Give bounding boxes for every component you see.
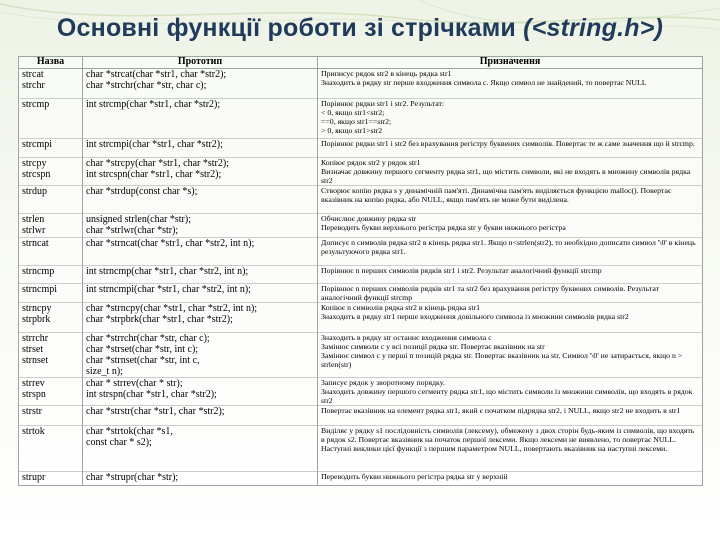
cell-function-name: strcmpi	[19, 139, 83, 158]
cell-description: Знаходить в рядку str останнє входження символа с Замінює символи с у всі позиції рядка str. Повертає вказівник на str Замінює символ с у перші n позицій рядка str. Повертає вказівник на str. Символ '\0' не затирається, якщо n > strlen(str)	[318, 333, 703, 378]
cell-function-name: strstr	[19, 406, 83, 426]
cell-function-name: strncat	[19, 238, 83, 266]
table-body	[19, 69, 703, 486]
slide-title	[0, 14, 720, 43]
title-main: Основні функції роботи зі стрічками	[56, 14, 524, 42]
cell-description: Створює копію рядка s у динамічній пам'яті. Динамічна пам'ять виділяється функцією malloc(). Повертає вказівник на копію рядка, або NULL, якщо пам'ять не може бути виділена.	[318, 186, 703, 214]
table-row	[19, 303, 703, 333]
cell-prototype: char *strncpy(char *str1, char *str2, int n); char *strpbrk(char *str1, char *str2);	[83, 303, 318, 333]
cell-prototype: char *strtok(char *s1, const char * s2);	[83, 426, 318, 472]
cell-function-name: strncpy strpbrk	[19, 303, 83, 333]
cell-function-name: strrev strspn	[19, 378, 83, 406]
table-header-row	[19, 57, 703, 69]
cell-function-name: strcmp	[19, 99, 83, 139]
cell-function-name: strcat strchr	[19, 69, 83, 99]
cell-prototype: char *strncat(char *str1, char *str2, int n);	[83, 238, 318, 266]
table-row	[19, 426, 703, 472]
string-functions-table	[18, 56, 703, 486]
cell-description: Обчислює довжину рядка str Переводить букви верхнього регістра рядка str у букви нижнього регістра	[318, 214, 703, 238]
header-purpose: Призначення	[318, 57, 703, 69]
cell-prototype: char * strrev(char * str); int strspn(char *str1, char *str2);	[83, 378, 318, 406]
table-row	[19, 99, 703, 139]
cell-function-name: strlen strlwr	[19, 214, 83, 238]
cell-prototype: int strncmp(char *str1, char *str2, int n);	[83, 266, 318, 284]
cell-function-name: strcpy strcspn	[19, 158, 83, 186]
cell-prototype: char *strdup(const char *s);	[83, 186, 318, 214]
cell-function-name: strtok	[19, 426, 83, 472]
cell-prototype: int strcmpi(char *str1, char *str2);	[83, 139, 318, 158]
table-row	[19, 186, 703, 214]
cell-prototype: char *strrchr(char *str, char c); char *strset(char *str, int c); char *strnset(char *str, int c, size_t n);	[83, 333, 318, 378]
table-row	[19, 214, 703, 238]
cell-function-name: strupr	[19, 472, 83, 486]
header-prototype: Прототип	[83, 57, 318, 69]
table-row	[19, 158, 703, 186]
cell-description: Копіює n символів рядка str2 в кінець рядка str1 Знаходить в рядку str1 перше входження довільного символа із множини символів рядка str2	[318, 303, 703, 333]
cell-prototype: char *strcpy(char *str1, char *str2); int strcspn(char *str1, char *str2);	[83, 158, 318, 186]
cell-prototype: char *strstr(char *str1, char *str2);	[83, 406, 318, 426]
cell-function-name: strncmpi	[19, 284, 83, 303]
cell-prototype: int strncmpi(char *str1, char *str2, int n);	[83, 284, 318, 303]
cell-prototype: char *strupr(char *str);	[83, 472, 318, 486]
header-name: Назва	[19, 57, 83, 69]
cell-prototype: char *strcat(char *str1, char *str2); char *strchr(char *str, char c);	[83, 69, 318, 99]
table-row	[19, 69, 703, 99]
cell-description: Порівнює рядки str1 і str2 без врахування регістру буквених символів. Повертає те ж саме значення що й strcmp.	[318, 139, 703, 158]
cell-function-name: strdup	[19, 186, 83, 214]
cell-description: Порівнює рядки str1 і str2. Результат: < 0, якщо str1<str2; ==0, якщо str1==str2; > 0, якщо str1>str2	[318, 99, 703, 139]
cell-function-name: strncmp	[19, 266, 83, 284]
table-row	[19, 139, 703, 158]
table-row	[19, 284, 703, 303]
table-row	[19, 378, 703, 406]
table-row	[19, 333, 703, 378]
cell-function-name: strrchr strset strnset	[19, 333, 83, 378]
table-row	[19, 238, 703, 266]
cell-description: Дописує n символів рядка str2 в кінець рядка str1. Якщо n<strlen(str2), то необхідно дописати символ '\0' в кінець результуючого рядка str1.	[318, 238, 703, 266]
cell-description: Виділяє у рядку s1 послідовність символів (лексему), обмежену з двох сторін будь-яким із символів, що входять в рядок s2. Повертає вказівник на початок першої лексеми. Якщо лексеми не виявлено, то повертає NULL. Наступні виклики цієї функції з першим параметром NULL, повертають вказівник на наступні лексеми.	[318, 426, 703, 472]
cell-description: Порівнює n перших символів рядків str1 та str2 без врахування регістру буквених символів. Результат аналогічний функції strcmp	[318, 284, 703, 303]
table-row	[19, 472, 703, 486]
cell-description: Записує рядок у зворотному порядку. Знаходить довжину першого сегменту рядка str1, що містить символи із множини символів, що входять в рядок str2	[318, 378, 703, 406]
table-row	[19, 266, 703, 284]
cell-description: Копіює рядок str2 у рядок str1 Визначає довжину першого сегменту рядка str1, що містить символи, які не входять в множину символів рядка str2	[318, 158, 703, 186]
table-row	[19, 406, 703, 426]
title-header-name: (<string.h>)	[523, 14, 664, 42]
cell-description: Порівнює n перших символів рядків str1 і str2. Результат аналогічний функції strcmp	[318, 266, 703, 284]
cell-prototype: unsigned strlen(char *str); char *strlwr(char *str);	[83, 214, 318, 238]
cell-description: Приписує рядок str2 в кінець рядка str1 Знаходить в рядку str перше входження символа с. Якщо символ не знайдений, то повертає NULL	[318, 69, 703, 99]
cell-prototype: int strcmp(char *str1, char *str2);	[83, 99, 318, 139]
cell-description: Повертає вказівник на елемент рядка str1, який є початком підрядка str2, і NULL, якщо str2 не входить в str1	[318, 406, 703, 426]
cell-description: Переводить букви нижнього регістра рядка str у верхній	[318, 472, 703, 486]
